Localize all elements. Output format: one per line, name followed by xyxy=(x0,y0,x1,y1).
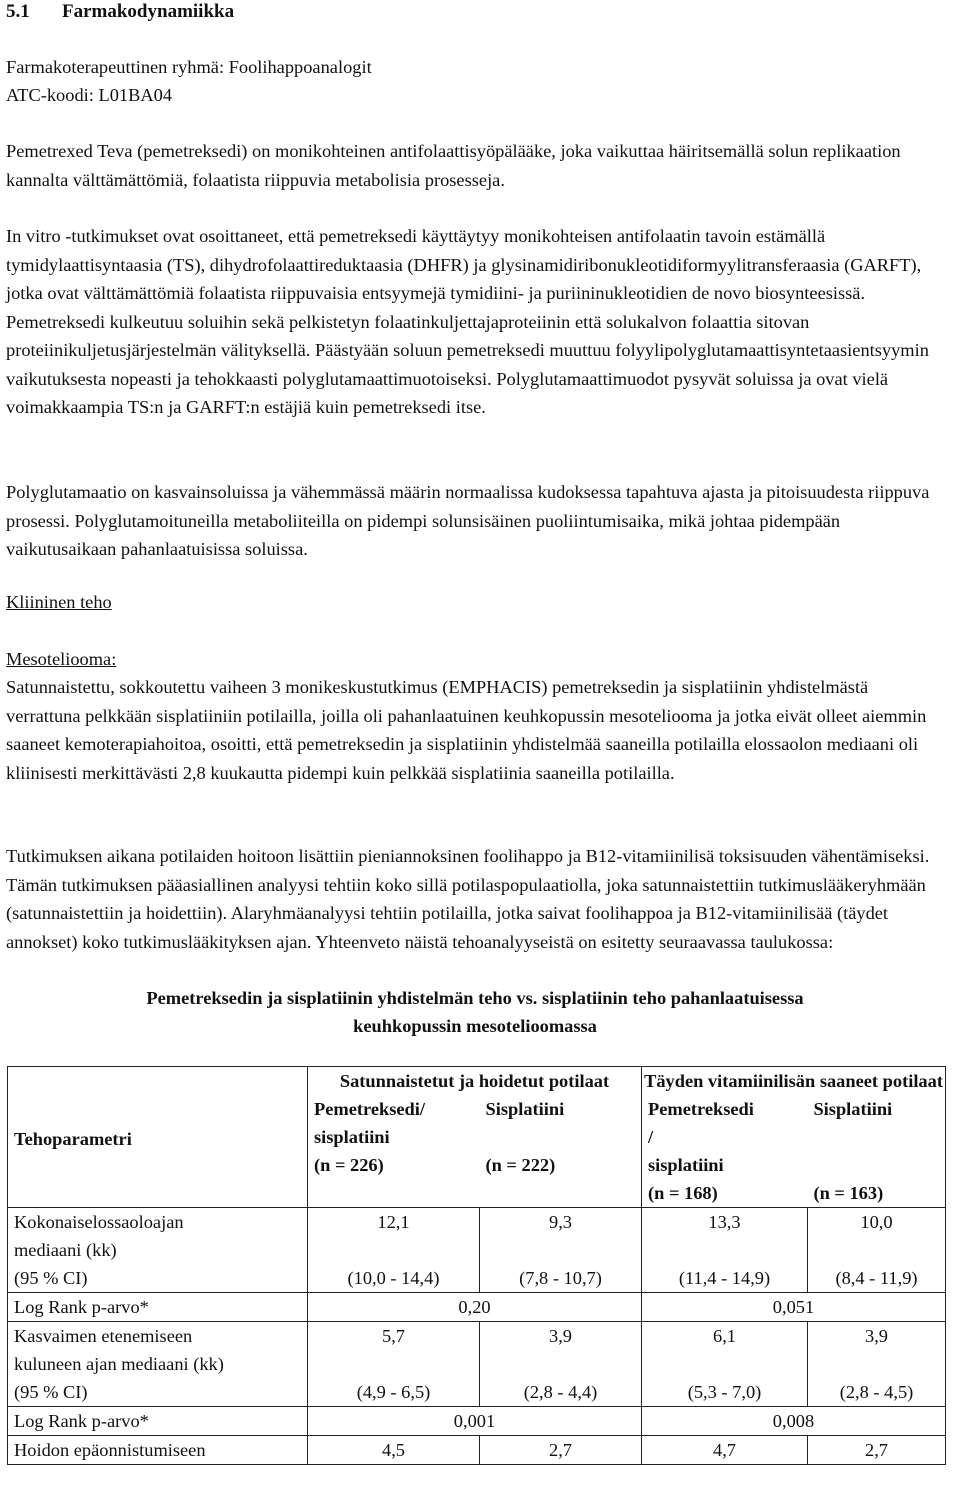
table-cell: 5,7 (4,9 - 6,5) xyxy=(308,1322,480,1407)
mesothelioma-heading: Mesoteliooma: xyxy=(6,649,117,669)
paragraph-emphacis: Satunnaistettu, sokkoutettu vaiheen 3 monikeskustutkimus (EMPHACIS) pemetreksedin ja sisplatiinin yhdistelmästä verrattuna pelkkään sisplatiiniin potilailla, joilla oli pahanlaatuinen keuhkopussin mesoteliooma ja jotka eivät olleet aiemmin saaneet kemoterapiahoitoa, osoitti, että pemetreksedin ja sisplatiinin yhdistelmää saaneilla potilailla elossaolon mediaani oli kliinisesti merkittävästi 2,8 kuukautta pidempi kuin pelkkää sisplatiinia saaneilla potilailla. xyxy=(6,677,927,783)
section-heading xyxy=(6,0,234,24)
efficacy-table xyxy=(7,1066,946,1465)
paragraph-mechanism: Pemetrexed Teva (pemetreksedi) on monikohteinen antifolaattisyöpälääke, joka vaikuttaa häiritsemällä solun replikaation kannalta välttämättömiä, folaatista riippuvia metabolisia prosesseja. xyxy=(6,141,901,190)
table-row xyxy=(8,1436,946,1465)
row-label: Hoidon epäonnistumiseen xyxy=(8,1436,308,1465)
paragraph-polyglutamation: Polyglutamaatio on kasvainsoluissa ja vähemmässä määrin normaalissa kudoksessa tapahtuva ajasta ja pitoisuudesta riippuva prosessi. Polyglutamoituneilla metaboliiteilla on pidempi solunsisäinen puoliintumisaika, mikä johtaa pidempään vaikutusaikaan pahanlaatuisissa soluissa. xyxy=(6,482,930,559)
group1-subheaders xyxy=(308,1095,641,1179)
table-header-row xyxy=(8,1067,946,1208)
row-label: Log Rank p-arvo* xyxy=(8,1407,308,1436)
table-cell: 6,1 (5,3 - 7,0) xyxy=(642,1322,808,1407)
table-cell: 9,3 (7,8 - 10,7) xyxy=(480,1208,642,1293)
g1-pemetrexed-header: Pemetreksedi/ sisplatiini (n = 226) xyxy=(314,1099,425,1175)
g2-cisplatin-header: Sisplatiini (n = 163) xyxy=(813,1099,893,1203)
atc-code: ATC-koodi: L01BA04 xyxy=(6,85,173,105)
table-cell: 13,3 (11,4 - 14,9) xyxy=(642,1208,808,1293)
section-title: Farmakodynamiikka xyxy=(62,1,235,22)
table-cell: 2,7 xyxy=(480,1436,642,1465)
table-cell: 10,0 (8,4 - 11,9) xyxy=(808,1208,946,1293)
paragraph-supplementation: Tutkimuksen aikana potilaiden hoitoon lisättiin pieniannoksinen foolihappo ja B12-vitamiinilisä toksisuuden vähentämiseksi. Tämän tutkimuksen pääasiallinen analyysi tehtiin koko sillä potilaspopulaatiolla, joka satunnaistettiin tutkimuslääkeryhmään (satunnaistettiin ja hoidettiin). Alaryhmäanalyysi tehtiin potilailla, jotka saivat foolihappoa ja B12-vitamiinilisää (täydet annokset) koko tutkimuslääkityksen ajan. Yhteenveto näistä tehoanalyyseistä on esitetty seuraavassa taulukossa: xyxy=(6,846,930,952)
section-number: 5.1 xyxy=(6,1,30,22)
table-cell: 0,008 xyxy=(642,1407,946,1436)
row-label: Kokonaiselossaoloajan mediaani (kk) (95 % CI) xyxy=(8,1208,308,1293)
table-cell: 12,1 (10,0 - 14,4) xyxy=(308,1208,480,1293)
group1-title: Satunnaistetut ja hoidetut potilaat xyxy=(339,1071,610,1091)
table-cell: 0,001 xyxy=(308,1407,642,1436)
param-header: Tehoparametri xyxy=(8,1067,308,1208)
table-cell: 4,7 xyxy=(642,1436,808,1465)
table-cell: 0,051 xyxy=(642,1293,946,1322)
table-title-line1: Pemetreksedin ja sisplatiinin yhdistelmän teho vs. sisplatiinin teho pahanlaatuisessa xyxy=(146,988,804,1008)
group1-header xyxy=(308,1067,642,1208)
table-cell: 0,20 xyxy=(308,1293,642,1322)
table-title-line2: keuhkopussin mesotelioomassa xyxy=(353,1016,597,1036)
row-label: Log Rank p-arvo* xyxy=(8,1293,308,1322)
table-cell: 2,7 xyxy=(808,1436,946,1465)
row-label: Kasvaimen etenemiseen kuluneen ajan mediaani (kk) (95 % CI) xyxy=(8,1322,308,1407)
group2-subheaders xyxy=(642,1095,945,1207)
clinical-efficacy-heading: Kliininen teho xyxy=(6,592,112,612)
g1-cisplatin-header: Sisplatiini (n = 222) xyxy=(485,1099,565,1175)
g2-pemetrexed-header: Pemetreksedi / sisplatiini (n = 168) xyxy=(648,1099,754,1203)
group2-header xyxy=(642,1067,946,1208)
table-cell: 3,9 (2,8 - 4,5) xyxy=(808,1322,946,1407)
paragraph-in-vitro: In vitro -tutkimukset ovat osoittaneet, että pemetreksedi käyttäytyy monikohteisen antifolaatin tavoin estämällä tymidylaattisyntaasia (TS), dihydrofolaattireduktaasia (DHFR) ja glysinamidiribonukleotidiformyylitransferaasia (GARFT), jotka ovat välttämättömiä folaatista riippuvaisia entsyymejä tymidiini- ja puriininukleotidien de novo biosynteesissä. Pemetreksedi kulkeutuu soluihin sekä pelkistetyn folaatinkuljettajaproteiinin että solukalvon folaattia sitovan proteiinikuljetusjärjestelmän välityksellä. Päästyään soluun pemetreksedi muuttuu folyylipolyglutamaattisyntetaasientsyymin vaikutuksesta nopeasti ja tehokkaasti polyglutamaattimuotoiseksi. Polyglutamaattimuodot pysyvät soluissa ja ovat vielä voimakkaampia TS:n ja GARFT:n estäjiä kuin pemetreksedi itse. xyxy=(6,226,929,417)
table-row xyxy=(8,1208,946,1293)
table-cell: 3,9 (2,8 - 4,4) xyxy=(480,1322,642,1407)
table-cell: 4,5 xyxy=(308,1436,480,1465)
pharmacotherapeutic-group: Farmakoterapeuttinen ryhmä: Foolihappoanalogit xyxy=(6,57,372,77)
table-row xyxy=(8,1407,946,1436)
group2-title: Täyden vitamiinilisän saaneet potilaat xyxy=(644,1071,943,1091)
table-row xyxy=(8,1322,946,1407)
table-row xyxy=(8,1293,946,1322)
